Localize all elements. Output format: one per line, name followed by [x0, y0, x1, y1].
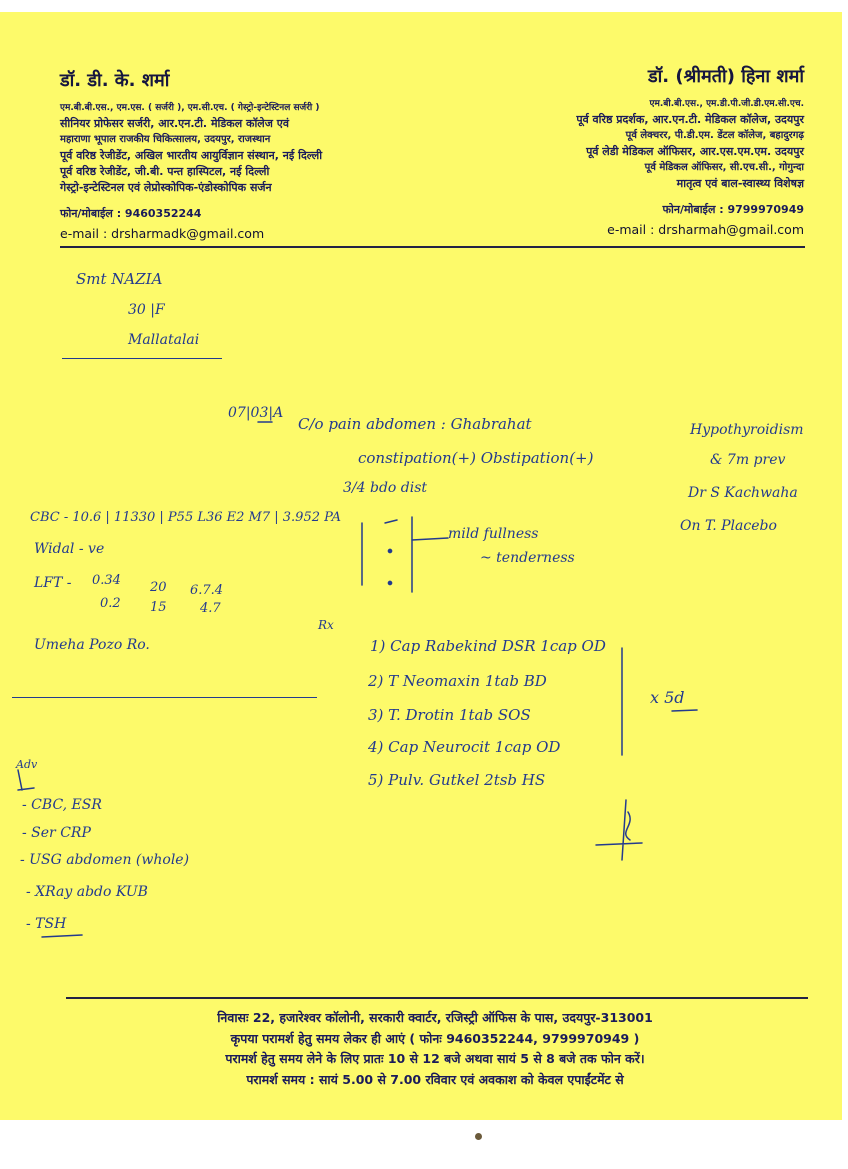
duration-underline: [672, 710, 697, 711]
rx-item: 5) Pulv. Gutkel 2tsb HS: [368, 771, 546, 789]
rx-item: 1) Cap Rabekind DSR 1cap OD: [370, 637, 606, 655]
complaint-line-1: C/o pain abdomen : Ghabrahat: [298, 415, 532, 433]
advice-item: - CBC, ESR: [22, 797, 102, 813]
left-doctor-degrees: एम.बी.बी.एस., एम.एस. ( सर्जरी ), एम.सी.एच. ( गेस्ट्रो-इन्टेस्टिनल सर्जरी ): [60, 103, 320, 113]
right-doctor-name: डॉ. (श्रीमती) हिना शर्मा: [647, 66, 804, 87]
right-doctor-line: पूर्व लेडी मेडिकल ऑफिसर, आर.एस.एम.एम. उदयपुर: [586, 145, 804, 158]
patient-age-sex: 30 |F: [128, 302, 165, 318]
lft-label: LFT -: [34, 575, 72, 591]
past-history-2: & 7m prev: [710, 452, 786, 468]
right-doctor-line: मातृत्व एवं बाल-स्वास्थ्य विशेषज्ञ: [676, 177, 804, 190]
advice-bracket: [18, 770, 34, 790]
lft-value: 4.7: [200, 601, 221, 616]
tsh-underline: [42, 935, 82, 937]
visit-date: 07|03|A: [228, 405, 284, 421]
signature: [596, 800, 642, 860]
advice-item: - TSH: [26, 916, 67, 932]
diagram-dot: [388, 581, 391, 584]
lft-value: 6.7.4: [190, 583, 224, 598]
patient-place: Mallatalai: [128, 332, 200, 348]
rx-duration: x 5d: [650, 688, 685, 707]
left-doctor-line: पूर्व वरिष्ठ रेजीडेंट, अखिल भारतीय आयुर्विज्ञान संस्थान, नई दिल्ली: [60, 149, 323, 162]
complaint-line-2: constipation(+) Obstipation(+): [358, 449, 594, 467]
advice-heading: Adv: [16, 758, 38, 771]
rx-item: 4) Cap Neurocit 1cap OD: [368, 738, 561, 756]
rx-item: 3) T. Drotin 1tab SOS: [368, 706, 531, 724]
widal-result: Widal - ve: [34, 541, 105, 557]
footer-line: कृपया परामर्श हेतु समय लेकर ही आएं ( फोनः 9460352244, 9799970949 ): [230, 1030, 640, 1046]
left-doctor-name: डॉ. डी. के. शर्मा: [60, 70, 170, 91]
left-doctor-line: गेस्ट्रो-इन्टेस्टिनल एवं लेप्रोस्कोपिक-एंडोस्कोपिक सर्जन: [60, 181, 272, 194]
right-doctor-line: पूर्व लेक्चरर, पी.डी.एम. डेंटल कॉलेज, बहादुरगढ़: [625, 130, 804, 141]
lft-value: 0.2: [100, 596, 121, 611]
footer-line: परामर्श हेतु समय लेने के लिए प्रातः 10 से 12 बजे अथवा सायं 5 से 8 बजे तक फोन करें।: [225, 1051, 645, 1066]
right-doctor-phone: फोन/मोबाईल : 9799970949: [662, 203, 804, 216]
past-history-1: Hypothyroidism: [690, 422, 804, 438]
right-doctor-line: पूर्व मेडिकल ऑफिसर, सी.एच.सी., गोगुन्दा: [644, 162, 804, 173]
advice-item: - USG abdomen (whole): [20, 852, 190, 868]
lft-value: 0.34: [92, 573, 121, 588]
lft-value: 15: [150, 600, 167, 615]
right-doctor-line: पूर्व वरिष्ठ प्रदर्शक, आर.एन.टी. मेडिकल कॉलेज, उदयपुर: [576, 113, 804, 126]
advice-item: - XRay abdo KUB: [26, 884, 148, 900]
left-doctor-email: e-mail : drsharmadk@gmail.com: [60, 226, 265, 241]
past-history-4: On T. Placebo: [680, 518, 777, 534]
rx-symbol: Rx: [318, 618, 334, 632]
footer-address: [60, 1008, 810, 1090]
diagram-dot: [388, 549, 391, 552]
abdomen-diagram-top: [385, 520, 397, 523]
footer-divider: [66, 997, 808, 999]
usg-result: Umeha Pozo Ro.: [34, 637, 150, 653]
left-doctor-line: सीनियर प्रोफेसर सर्जरी, आर.एन.टी. मेडिकल कॉलेज एवं: [60, 117, 289, 130]
past-history-3: Dr S Kachwaha: [688, 485, 798, 501]
right-doctor-degrees: एम.बी.बी.एस., एम.डी.पी.जी.डी.एम.सी.एच.: [649, 99, 804, 109]
left-doctor-phone: फोन/मोबाईल : 9460352244: [60, 207, 202, 220]
exam-finding-2: ~ tenderness: [480, 550, 575, 566]
advice-item: - Ser CRP: [22, 825, 91, 841]
left-doctor-line: महाराणा भूपाल राजकीय चिकित्सालय, उदयपुर, राजस्थान: [60, 134, 271, 145]
exam-pointer: [412, 538, 448, 540]
left-doctor-line: पूर्व वरिष्ठ रेजीडेंट, जी.बी. पन्त हास्पिटल, नई दिल्ली: [60, 165, 270, 178]
footer-line: निवासः 22, हजारेश्वर कॉलोनी, सरकारी क्वार्टर, रजिस्ट्री ऑफिस के पास, उदयपुर-313001: [217, 1010, 653, 1025]
cbc-result: CBC - 10.6 | 11330 | P55 L36 E2 M7 | 3.952 PA: [30, 510, 342, 525]
right-doctor-email: e-mail : drsharmah@gmail.com: [607, 222, 804, 237]
exam-finding: mild fullness: [448, 526, 539, 542]
complaint-line-3: 3/4 bdo dist: [343, 480, 428, 496]
lft-value: 20: [150, 580, 167, 595]
footer-line: परामर्श समय : सायं 5.00 से 7.00 रविवार एवं अवकाश को केवल एपाईंटमेंट से: [246, 1071, 624, 1087]
rx-item: 2) T Neomaxin 1tab BD: [368, 672, 547, 690]
patient-name: Smt NAZIA: [76, 270, 163, 288]
